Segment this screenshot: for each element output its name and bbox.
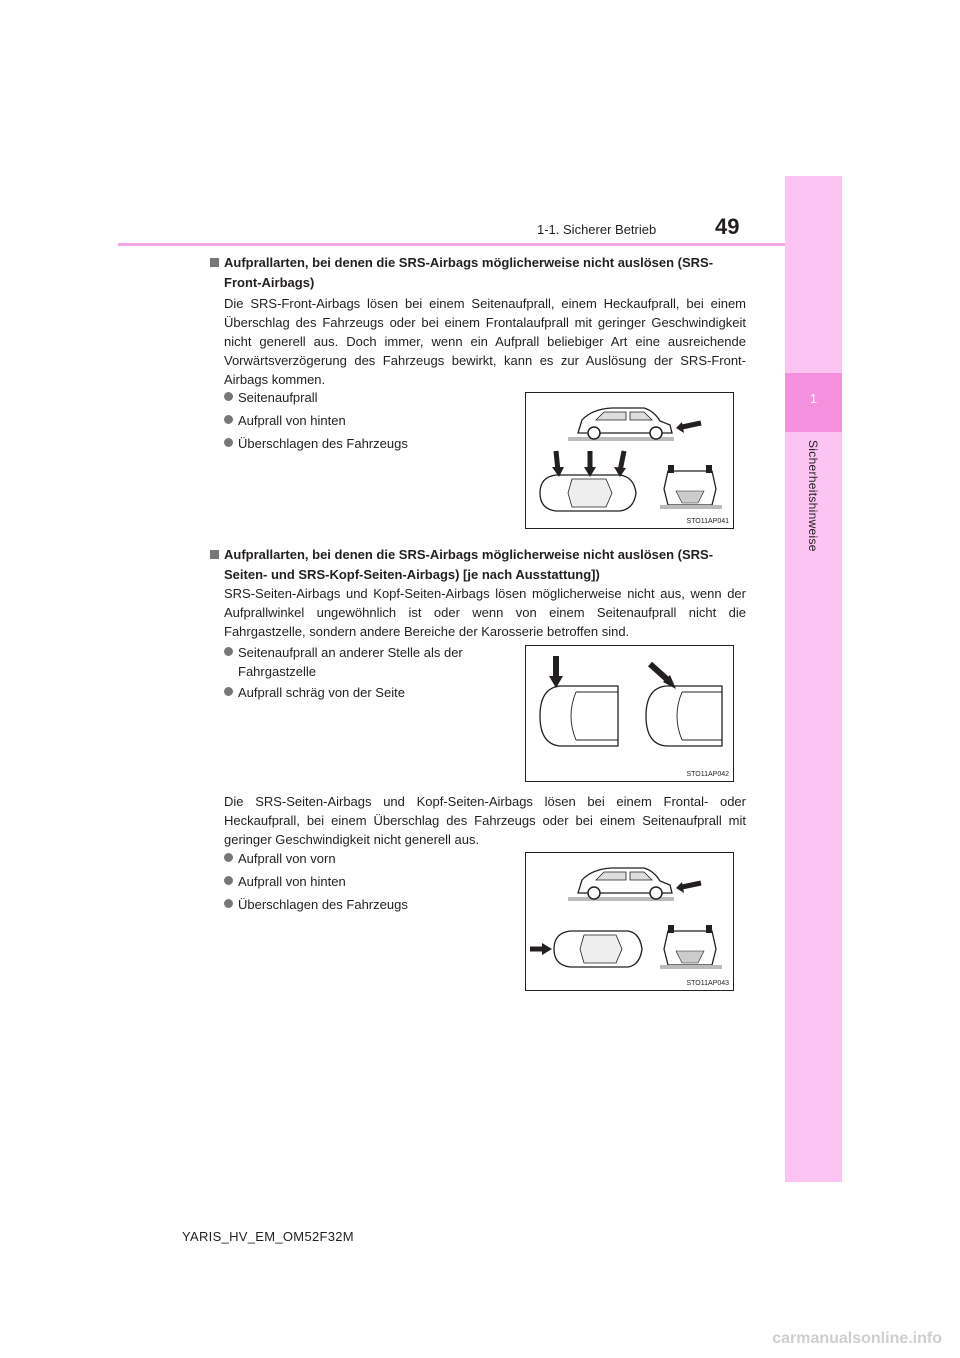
square-bullet-icon	[210, 258, 219, 267]
round-bullet-icon	[224, 876, 233, 885]
section-title: 1-1. Sicherer Betrieb	[537, 222, 657, 237]
car-illustration	[526, 646, 733, 781]
list-item: Aufprall schräg von der Seite	[224, 683, 405, 702]
list-item: Seitenaufprall	[224, 388, 318, 407]
figure-code: STO11AP043	[686, 980, 729, 987]
round-bullet-icon	[224, 647, 233, 656]
document-code: YARIS_HV_EM_OM52F32M	[182, 1229, 354, 1244]
car-illustration	[526, 393, 733, 528]
list-item: Überschlagen des Fahrzeugs	[224, 895, 408, 914]
list-item: Aufprall von hinten	[224, 411, 346, 430]
list-item: Aufprall von vorn	[224, 849, 336, 868]
paragraph-front-airbags: Die SRS-Front-Airbags lösen bei einem Seitenaufprall, einem Heckaufprall, bei einem Überschlag des Fahrzeugs oder bei einem Frontalaufprall mit geringer Geschwindigkeit nicht generell aus. Doch immer, wenn ein Aufprall beliebiger Art eine ausreichende Vorwärtsverzögerung des Fahrzeugs bewirkt, kann es zur Auslösung der SRS-Front-Airbags kommen.	[224, 296, 746, 387]
figure-impact-types-front	[525, 392, 734, 529]
figure-impact-types-side-none	[525, 852, 734, 991]
paragraph-side-airbags-no-deploy: Die SRS-Seiten-Airbags und Kopf-Seiten-Airbags lösen bei einem Frontal- oder Heckaufprall, bei einem Überschlag des Fahrzeugs oder bei einem Seitenaufprall mit geringer Geschwindigkeit nicht generell aus.	[224, 794, 746, 847]
round-bullet-icon	[224, 687, 233, 696]
round-bullet-icon	[224, 853, 233, 862]
heading-front-airbags: Aufprallarten, bei denen die SRS-Airbags möglicherweise nicht auslösen (SRS-Front-Airbags)	[210, 253, 748, 293]
side-tab-number: 1	[809, 391, 818, 406]
list-item: Seitenaufprall an anderer Stelle als der Fahrgastzelle	[224, 643, 520, 681]
car-illustration	[526, 853, 733, 990]
heading-side-airbags: Aufprallarten, bei denen die SRS-Airbags möglicherweise nicht auslösen (SRS-Seiten- und SRS-Kopf-Seiten-Airbags) [je nach Ausstattung])	[210, 545, 748, 585]
side-tab-label: Sicherheitshinweise	[806, 440, 820, 552]
figure-code: STO11AP042	[686, 771, 729, 778]
figure-code: STO11AP041	[686, 518, 729, 525]
round-bullet-icon	[224, 415, 233, 424]
paragraph-side-airbags: SRS-Seiten-Airbags und Kopf-Seiten-Airbags lösen möglicherweise nicht aus, wenn der Aufprallwinkel ungewöhnlich ist oder wenn von einem Seitenaufprall nicht die Fahrgastzelle, sondern andere Bereiche der Karosserie betroffen sind.	[224, 586, 746, 639]
round-bullet-icon	[224, 392, 233, 401]
watermark: carmanualsonline.info	[772, 1330, 942, 1347]
figure-impact-types-side	[525, 645, 734, 782]
header-rule	[118, 243, 842, 246]
square-bullet-icon	[210, 550, 219, 559]
side-tab	[785, 176, 842, 1182]
round-bullet-icon	[224, 438, 233, 447]
round-bullet-icon	[224, 899, 233, 908]
list-item: Aufprall von hinten	[224, 872, 346, 891]
page-number: 49	[715, 214, 740, 239]
list-item: Überschlagen des Fahrzeugs	[224, 434, 408, 453]
